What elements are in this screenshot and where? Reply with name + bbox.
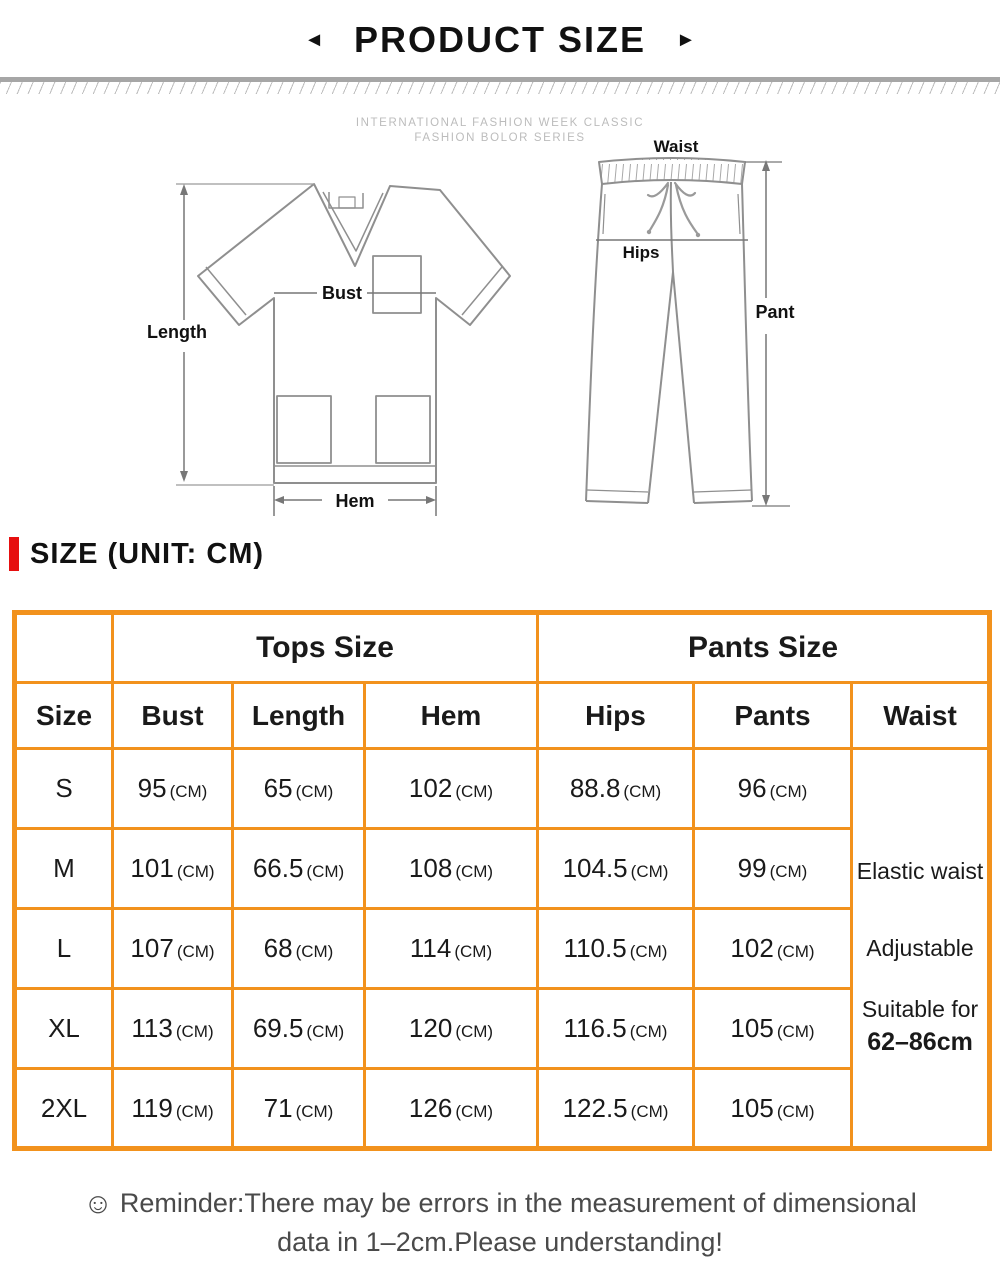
value: 102 — [408, 773, 453, 803]
hips-cell — [538, 989, 694, 1069]
size-section-header — [9, 537, 264, 571]
pant-label: Pant — [755, 302, 795, 322]
bust-cell — [113, 829, 233, 909]
value: 122.5 — [562, 1092, 628, 1123]
value: 88.8 — [569, 773, 621, 803]
pants-cell — [694, 749, 852, 829]
unit: (CM) — [769, 862, 808, 881]
table-column-header-row — [15, 683, 990, 749]
table-row — [15, 829, 990, 909]
bust-cell — [113, 1069, 233, 1149]
length-cell — [233, 1069, 365, 1149]
waist-note-range: 62–86cm — [867, 1028, 973, 1056]
reminder-line-2: data in 1–2cm.Please understanding! — [277, 1227, 723, 1257]
table-row — [15, 749, 990, 829]
unit: (CM) — [175, 1101, 214, 1121]
unit: (CM) — [776, 942, 815, 961]
pants-cell — [694, 989, 852, 1069]
unit: (CM) — [176, 862, 215, 881]
pants-cell — [694, 909, 852, 989]
unit: (CM) — [776, 1022, 815, 1041]
length-cell — [233, 749, 365, 829]
hips-cell — [538, 749, 694, 829]
value: 96 — [737, 773, 767, 803]
bust-cell — [113, 749, 233, 829]
bust-cell — [113, 989, 233, 1069]
top-measurement-diagram — [118, 148, 538, 548]
value: 105 — [730, 1092, 774, 1123]
value: 68 — [263, 933, 293, 963]
col-header-length: Length — [233, 683, 365, 749]
size-cell: L — [15, 909, 113, 989]
left-arrow-icon: ◄ — [304, 29, 324, 51]
unit: (CM) — [623, 782, 662, 801]
unit: (CM) — [176, 942, 215, 961]
table-row — [15, 1069, 990, 1149]
value: 104.5 — [562, 853, 628, 883]
pants-cell — [694, 829, 852, 909]
unit: (CM) — [169, 782, 208, 801]
pants-measurement-diagram — [556, 136, 900, 536]
unit: (CM) — [455, 782, 494, 801]
hips-cell — [538, 829, 694, 909]
col-header-waist: Waist — [852, 683, 990, 749]
value: 126 — [408, 1092, 453, 1123]
value: 95 — [137, 773, 167, 803]
value: 66.5 — [252, 853, 304, 883]
bust-label: Bust — [322, 283, 362, 303]
length-cell — [233, 989, 365, 1069]
unit: (CM) — [629, 1022, 668, 1041]
value: 105 — [730, 1013, 774, 1043]
unit: (CM) — [776, 1101, 815, 1121]
size-cell: XL — [15, 989, 113, 1069]
unit: (CM) — [630, 1101, 669, 1121]
value: 113 — [131, 1013, 173, 1043]
value: 110.5 — [563, 933, 627, 963]
length-label: Length — [147, 322, 207, 342]
waist-note-line: Adjustable — [866, 935, 974, 961]
value: 119 — [131, 1092, 173, 1123]
value: 102 — [730, 933, 774, 963]
table-row — [15, 989, 990, 1069]
page-header — [0, 14, 1000, 66]
waist-note-line: Suitable for — [861, 996, 979, 1022]
reminder-note — [0, 1184, 1000, 1261]
pants-cell — [694, 1069, 852, 1149]
value: 114 — [409, 933, 452, 963]
waist-note-line: Elastic waist — [856, 858, 984, 884]
hips-cell — [538, 909, 694, 989]
value: 116.5 — [563, 1013, 627, 1043]
col-header-size: Size — [15, 683, 113, 749]
col-header-bust: Bust — [113, 683, 233, 749]
unit: (CM) — [306, 862, 345, 881]
bust-cell — [113, 909, 233, 989]
length-cell — [233, 829, 365, 909]
value: 120 — [408, 1013, 453, 1043]
waist-label: Waist — [653, 137, 699, 156]
unit: (CM) — [455, 1022, 494, 1041]
unit: (CM) — [629, 942, 668, 961]
hips-cell — [538, 1069, 694, 1149]
unit: (CM) — [175, 1022, 214, 1041]
tops-size-header: Tops Size — [113, 613, 538, 683]
col-header-pants: Pants — [694, 683, 852, 749]
waist-note-cell — [852, 749, 990, 1149]
size-table — [12, 610, 992, 1151]
unit: (CM) — [306, 1022, 345, 1041]
unit: (CM) — [295, 1101, 334, 1121]
hem-cell — [365, 829, 538, 909]
value: 69.5 — [252, 1013, 304, 1043]
table-row — [15, 909, 990, 989]
col-header-hem: Hem — [365, 683, 538, 749]
subtitle-line-1: INTERNATIONAL FASHION WEEK CLASSIC — [355, 117, 645, 129]
unit: (CM) — [455, 862, 494, 881]
size-section-title: SIZE (UNIT: CM) — [30, 537, 265, 570]
table-group-header-row — [15, 613, 990, 683]
value: 101 — [130, 853, 174, 883]
value: 71 — [263, 1092, 293, 1123]
reminder-line-1 — [0, 1184, 1000, 1223]
unit: (CM) — [455, 1101, 494, 1121]
value: 65 — [263, 773, 293, 803]
pants-size-header: Pants Size — [538, 613, 990, 683]
hatched-divider — [0, 77, 1000, 94]
reminder-text: Reminder:There may be errors in the measurement of dimensional — [119, 1188, 917, 1218]
value: 99 — [737, 853, 767, 883]
unit: (CM) — [769, 782, 808, 801]
size-cell: S — [15, 749, 113, 829]
empty-corner-cell — [15, 613, 113, 683]
hem-cell — [365, 1069, 538, 1149]
hem-cell — [365, 749, 538, 829]
unit: (CM) — [454, 942, 493, 961]
subtitle-line-2: FASHION BOLOR SERIES — [414, 132, 586, 144]
hips-label: Hips — [622, 243, 660, 262]
smiley-icon: ☺ — [83, 1188, 113, 1220]
hem-cell — [365, 909, 538, 989]
col-header-hips: Hips — [538, 683, 694, 749]
unit: (CM) — [295, 782, 334, 801]
length-cell — [233, 909, 365, 989]
value: 108 — [408, 853, 453, 883]
page-title: PRODUCT SIZE — [353, 19, 646, 60]
value: 107 — [130, 933, 174, 963]
hem-cell — [365, 989, 538, 1069]
unit: (CM) — [295, 942, 334, 961]
unit: (CM) — [630, 862, 669, 881]
right-arrow-icon: ► — [676, 29, 696, 51]
size-cell: 2XL — [15, 1069, 113, 1149]
size-cell: M — [15, 829, 113, 909]
hem-label: Hem — [335, 491, 375, 511]
red-accent-bar — [9, 537, 19, 571]
